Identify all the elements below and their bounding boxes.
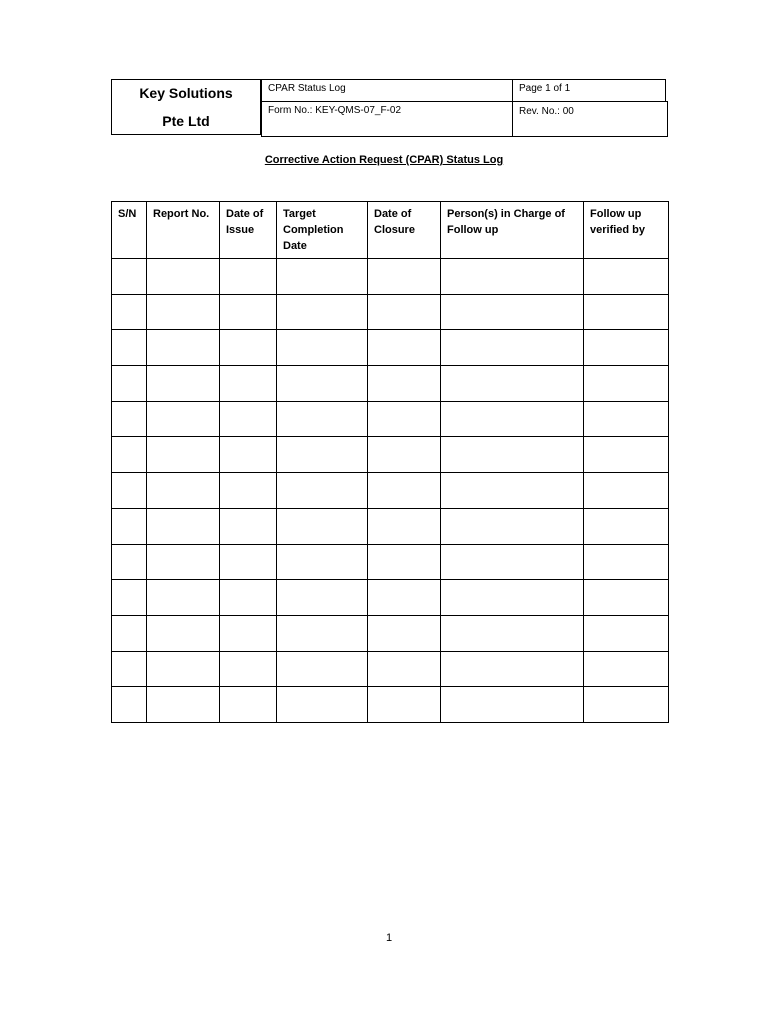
document-header	[111, 79, 668, 137]
table-row	[112, 294, 669, 330]
table-cell	[112, 330, 147, 366]
table-row	[112, 544, 669, 580]
table-cell	[277, 615, 368, 651]
table-row	[112, 473, 669, 509]
table-cell	[441, 544, 584, 580]
table-cell	[220, 437, 277, 473]
table-cell	[368, 508, 441, 544]
table-cell	[220, 508, 277, 544]
table-cell	[147, 544, 220, 580]
table-cell	[220, 294, 277, 330]
table-cell	[441, 615, 584, 651]
table-cell	[584, 294, 669, 330]
table-cell	[584, 401, 669, 437]
table-cell	[147, 401, 220, 437]
table-cell	[112, 473, 147, 509]
table-cell	[368, 580, 441, 616]
table-cell	[277, 437, 368, 473]
table-cell	[441, 366, 584, 402]
table-cell	[277, 508, 368, 544]
table-cell	[112, 401, 147, 437]
table-cell	[584, 366, 669, 402]
table-cell	[147, 508, 220, 544]
table-cell	[220, 366, 277, 402]
table-cell	[584, 330, 669, 366]
table-cell	[147, 580, 220, 616]
table-cell	[277, 330, 368, 366]
table-cell	[368, 330, 441, 366]
table-cell	[220, 544, 277, 580]
table-cell	[147, 366, 220, 402]
table-cell	[368, 615, 441, 651]
table-cell	[112, 294, 147, 330]
table-cell	[441, 651, 584, 687]
table-header-row	[112, 202, 669, 259]
table-cell	[584, 651, 669, 687]
company-name-line1: Key Solutions	[139, 85, 233, 101]
table-cell	[112, 259, 147, 295]
table-cell	[220, 615, 277, 651]
table-cell	[368, 473, 441, 509]
table-cell	[277, 544, 368, 580]
form-name-cell: CPAR Status Log	[261, 79, 513, 102]
cpar-status-log-table	[111, 201, 669, 723]
table-cell	[441, 687, 584, 723]
table-cell	[112, 687, 147, 723]
table-row	[112, 437, 669, 473]
table-cell	[277, 651, 368, 687]
table-cell	[147, 294, 220, 330]
table-cell	[277, 473, 368, 509]
column-header-date-of-closure: Date of Closure	[368, 202, 441, 259]
page-indicator-cell: Page 1 of 1	[512, 79, 666, 102]
table-cell	[441, 401, 584, 437]
page-number: 1	[385, 932, 393, 944]
table-row	[112, 580, 669, 616]
table-cell	[220, 651, 277, 687]
table-cell	[584, 544, 669, 580]
table-cell	[112, 651, 147, 687]
table-cell	[441, 294, 584, 330]
table-cell	[277, 259, 368, 295]
table-cell	[112, 437, 147, 473]
column-header-verified-by: Follow up verified by	[584, 202, 669, 259]
form-number-cell: Form No.: KEY-QMS-07_F-02	[261, 101, 513, 137]
table-row	[112, 330, 669, 366]
table-cell	[368, 294, 441, 330]
table-cell	[112, 544, 147, 580]
table-cell	[112, 508, 147, 544]
document-title: Corrective Action Request (CPAR) Status Log	[264, 154, 504, 166]
table-cell	[368, 401, 441, 437]
table-cell	[220, 259, 277, 295]
table-cell	[112, 615, 147, 651]
table-cell	[277, 294, 368, 330]
table-row	[112, 508, 669, 544]
table-body	[112, 259, 669, 723]
table-row	[112, 401, 669, 437]
table-cell	[220, 473, 277, 509]
table-cell	[584, 508, 669, 544]
table-cell	[368, 651, 441, 687]
column-header-sn: S/N	[112, 202, 147, 259]
table-cell	[368, 259, 441, 295]
table-cell	[584, 473, 669, 509]
table-cell	[584, 437, 669, 473]
table-cell	[441, 473, 584, 509]
revision-number-cell: Rev. No.: 00	[512, 101, 668, 137]
table-cell	[112, 580, 147, 616]
table-cell	[368, 544, 441, 580]
table-row	[112, 687, 669, 723]
company-name-line2: Pte Ltd	[162, 113, 210, 129]
table-cell	[112, 366, 147, 402]
column-header-persons-in-charge: Person(s) in Charge of Follow up	[441, 202, 584, 259]
table-cell	[584, 259, 669, 295]
column-header-report-no: Report No.	[147, 202, 220, 259]
table-cell	[368, 437, 441, 473]
table-cell	[147, 437, 220, 473]
table-cell	[220, 687, 277, 723]
table-cell	[584, 615, 669, 651]
table-cell	[277, 366, 368, 402]
table-cell	[147, 473, 220, 509]
table-row	[112, 259, 669, 295]
table-cell	[441, 437, 584, 473]
column-header-target-completion-date: Target Completion Date	[277, 202, 368, 259]
table-cell	[368, 687, 441, 723]
table-cell	[441, 508, 584, 544]
table-cell	[147, 651, 220, 687]
column-header-date-of-issue: Date of Issue	[220, 202, 277, 259]
table-cell	[368, 366, 441, 402]
table-row	[112, 615, 669, 651]
table-cell	[277, 401, 368, 437]
table-cell	[220, 580, 277, 616]
table-cell	[441, 259, 584, 295]
company-name-cell	[111, 79, 261, 135]
table-cell	[220, 330, 277, 366]
table-cell	[147, 615, 220, 651]
table-cell	[277, 580, 368, 616]
table-cell	[584, 687, 669, 723]
table-cell	[147, 330, 220, 366]
table-cell	[220, 401, 277, 437]
table-row	[112, 651, 669, 687]
table-cell	[147, 687, 220, 723]
table-cell	[441, 330, 584, 366]
table-row	[112, 366, 669, 402]
table-cell	[584, 580, 669, 616]
table-cell	[277, 687, 368, 723]
table-cell	[441, 580, 584, 616]
table-cell	[147, 259, 220, 295]
